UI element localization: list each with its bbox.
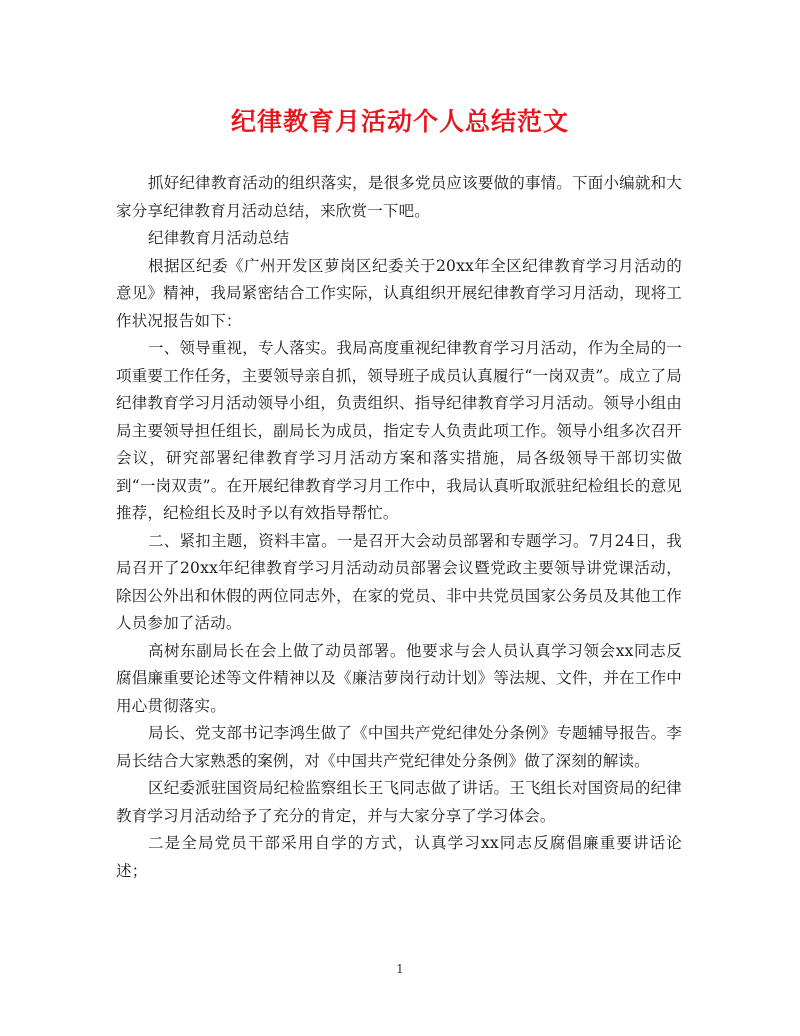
paragraph-mobilization: 高树东副局长在会上做了动员部署。他要求与会人员认真学习领会xx同志反腐倡廉重要论述等文件精神以及《廉洁萝岗行动计划》等法规、文件，并在工作中用心贯彻落实。 <box>116 641 682 715</box>
paragraph-basis: 根据区纪委《广州开发区萝岗区纪委关于20xx年全区纪律教育学习月活动的意见》精神，我局紧密结合工作实际，认真组织开展纪律教育学习月活动，现将工作状况报告如下： <box>116 256 682 330</box>
paragraph-lecture: 局长、党支部书记李鸿生做了《中国共产党纪律处分条例》专题辅导报告。李局长结合大家熟悉的案例，对《中国共产党纪律处分条例》做了深刻的解读。 <box>116 724 682 770</box>
paragraph-section-one: 一、领导重视，专人落实。我局高度重视纪律教育学习月活动，作为全局的一项重要工作任务，主要领导亲自抓，领导班子成员认真履行“一岗双责”。成立了局纪律教育学习月活动领导小组，负责组织、指导纪律教育学习月活动。领导小组由局主要领导担任组长，副局长为成员，指定专人负责此项工作。领导小组多次召开会议，研究部署纪律教育学习月活动方案和落实措施，局各级领导干部切实做到“一岗双责”。在开展纪律教育学习月工作中，我局认真听取派驻纪检组长的意见推荐，纪检组长及时予以有效指导帮忙。 <box>116 339 682 522</box>
page-number: 1 <box>396 962 404 976</box>
paragraph-speech: 区纪委派驻国资局纪检监察组长王飞同志做了讲话。王飞组长对国资局的纪律教育学习月活动给予了充分的肯定，并与大家分享了学习体会。 <box>116 779 682 825</box>
paragraph-section-two: 二、紧扣主题，资料丰富。一是召开大会动员部署和专题学习。7月24日，我局召开了20xx年纪律教育学习月活动动员部署会议暨党政主要领导讲党课活动，除因公外出和休假的两位同志外，在家的党员、非中共党员国家公务员及其他工作人员参加了活动。 <box>116 531 682 632</box>
paragraph-subheading: 纪律教育月活动总结 <box>148 229 290 247</box>
paragraph-intro: 抓好纪律教育活动的组织落实，是很多党员应该要做的事情。下面小编就和大家分享纪律教育月活动总结，来欣赏一下吧。 <box>116 174 682 220</box>
document-body <box>116 170 682 885</box>
document-title: 纪律教育月活动个人总结范文 <box>230 107 569 136</box>
paragraph-self-study: 二是全局党员干部采用自学的方式，认真学习xx同志反腐倡廉重要讲话论述； <box>116 834 682 880</box>
